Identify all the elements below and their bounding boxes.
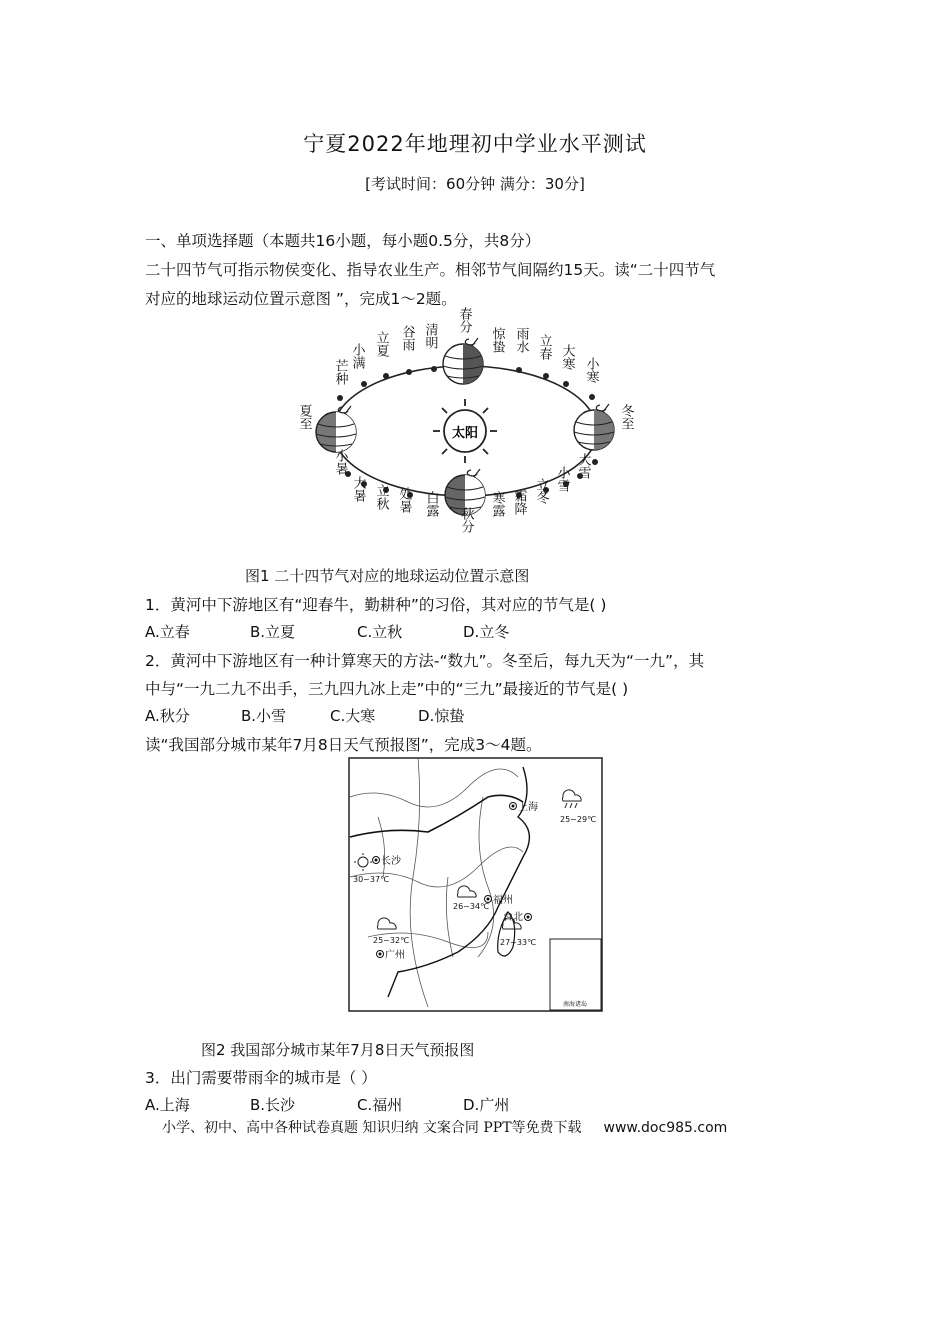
guangzhou-label: 广州 bbox=[385, 950, 405, 961]
svg-text:白露: 白露 bbox=[423, 491, 439, 517]
svg-text:惊蛰: 惊蛰 bbox=[489, 327, 505, 353]
svg-text:冬至: 冬至 bbox=[618, 404, 634, 430]
intro-q3: 读“我国部分城市某年7月8日天气预报图”，完成3～4题。 bbox=[145, 736, 542, 754]
svg-text:清明: 清明 bbox=[422, 323, 438, 349]
q2-option-b: B.小雪 bbox=[241, 707, 287, 725]
svg-text:霜降: 霜降 bbox=[511, 489, 527, 515]
weather-map bbox=[348, 757, 603, 1012]
footer-site-link[interactable]: www.doc985.com bbox=[603, 1120, 728, 1136]
svg-text:立秋: 立秋 bbox=[373, 484, 389, 510]
q3-option-d: D.广州 bbox=[463, 1096, 510, 1114]
svg-text:小寒: 小寒 bbox=[583, 357, 599, 383]
q1-option-d: D.立冬 bbox=[463, 623, 510, 641]
solar-terms-diagram bbox=[285, 305, 645, 555]
svg-text:立冬: 立冬 bbox=[533, 478, 549, 504]
changsha-label: 长沙 bbox=[381, 856, 401, 867]
q3-option-a: A.上海 bbox=[145, 1096, 190, 1114]
svg-text:夏至: 夏至 bbox=[296, 404, 312, 430]
exam-info: [考试时间：60分钟 满分：30分] bbox=[365, 175, 585, 193]
svg-text:处暑: 处暑 bbox=[396, 487, 412, 513]
svg-text:立春: 立春 bbox=[536, 334, 552, 360]
fuzhou-label: 福州 bbox=[493, 895, 513, 906]
figure2-caption: 图2 我国部分城市某年7月8日天气预报图 bbox=[201, 1041, 475, 1059]
changsha-temp: 30~37℃ bbox=[353, 875, 390, 884]
svg-text:大暑: 大暑 bbox=[350, 476, 366, 502]
guangzhou-temp: 25~32℃ bbox=[373, 936, 410, 945]
q2-option-a: A.秋分 bbox=[145, 707, 190, 725]
svg-text:芒种: 芒种 bbox=[332, 359, 348, 385]
footer-text: 小学、初中、高中各种试卷真题 知识归纳 文案合同 PPT等免费下载 bbox=[162, 1120, 582, 1136]
intro-text-line1: 二十四节气可指示物侯变化、指导农业生产。相邻节气间隔约15天。读“二十四节气 bbox=[145, 261, 716, 279]
section-heading: 一、单项选择题（本题共16小题，每小题0.5分，共8分） bbox=[145, 232, 541, 250]
svg-text:雨水: 雨水 bbox=[513, 327, 529, 353]
question-1: 1．黄河中下游地区有“迎春牛，勤耕种”的习俗，其对应的节气是( ) bbox=[145, 596, 607, 614]
earth-spring-icon bbox=[443, 338, 483, 384]
taibei-label: 台北 bbox=[503, 912, 523, 923]
q2-option-d: D.惊蛰 bbox=[418, 707, 465, 725]
shanghai-label: 上海 bbox=[518, 802, 538, 813]
question-3: 3．出门需要带雨伞的城市是（ ） bbox=[145, 1069, 377, 1087]
svg-text:大雪: 大雪 bbox=[575, 453, 591, 479]
svg-text:小雪: 小雪 bbox=[554, 466, 570, 492]
q1-option-c: C.立秋 bbox=[357, 623, 403, 641]
sun-label: 太阳 bbox=[451, 426, 479, 441]
q3-option-c: C.福州 bbox=[357, 1096, 403, 1114]
q1-option-b: B.立夏 bbox=[250, 623, 296, 641]
earth-summer-icon bbox=[316, 406, 356, 452]
figure1-caption: 图1 二十四节气对应的地球运动位置示意图 bbox=[245, 567, 530, 585]
svg-text:谷雨: 谷雨 bbox=[399, 325, 415, 351]
earth-winter-icon bbox=[574, 404, 614, 450]
taibei-temp: 27~33℃ bbox=[500, 938, 537, 947]
svg-text:立夏: 立夏 bbox=[373, 331, 389, 357]
q1-option-a: A.立春 bbox=[145, 623, 190, 641]
svg-text:大寒: 大寒 bbox=[559, 344, 575, 370]
fuzhou-temp: 26~34℃ bbox=[453, 902, 490, 911]
svg-text:小满: 小满 bbox=[349, 343, 365, 369]
svg-text:春分: 春分 bbox=[456, 307, 472, 333]
south-sea-islands-label: 南海诸岛 bbox=[562, 1001, 588, 1008]
question-2-line2: 中与“一九二九不出手，三九四九冰上走”中的“三九”最接近的节气是( ) bbox=[145, 680, 629, 698]
intro-text-line2: 对应的地球运动位置示意图 ”，完成1～2题。 bbox=[145, 290, 457, 308]
svg-text:寒露: 寒露 bbox=[489, 491, 505, 517]
question-2-line1: 2．黄河中下游地区有一种计算寒天的方法-“数九”。冬至后，每九天为“一九”，其 bbox=[145, 652, 705, 670]
q2-option-c: C.大寒 bbox=[330, 707, 376, 725]
svg-text:小暑: 小暑 bbox=[332, 449, 348, 475]
svg-text:秋分: 秋分 bbox=[458, 507, 474, 533]
shanghai-temp: 25~29℃ bbox=[560, 815, 597, 824]
footer bbox=[162, 1117, 727, 1137]
page-title: 宁夏2022年地理初中学业水平测试 bbox=[303, 132, 647, 156]
q3-option-b: B.长沙 bbox=[250, 1096, 296, 1114]
